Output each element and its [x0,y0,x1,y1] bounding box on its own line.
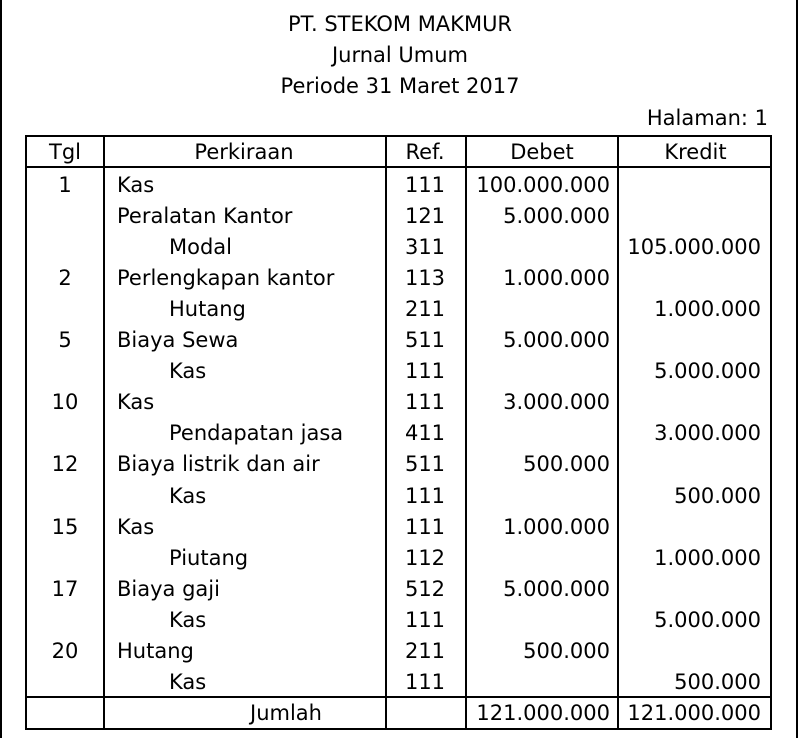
table-row [27,574,772,605]
table-row [27,449,772,480]
entry-account: Modal [169,235,232,260]
entry-date [27,543,103,574]
journal-period: Periode 31 Maret 2017 [280,74,520,98]
entry-debit [467,481,610,512]
entry-date [27,294,103,325]
entry-account: Hutang [169,297,246,322]
entry-account: Biaya listrik dan air [117,452,320,477]
total-row [27,698,772,729]
entry-credit: 500.000 [674,669,761,694]
entry-account: Kas [169,483,207,508]
entry-ref: 111 [404,483,446,508]
entry-date: 12 [51,452,79,477]
entry-account: Hutang [117,638,194,663]
total-debit: 121.000.000 [476,701,610,725]
entry-debit [467,667,610,698]
entry-credit [619,574,761,605]
entry-account: Peralatan Kantor [117,204,293,228]
entry-ref: 111 [404,173,446,197]
entry-debit [467,232,610,263]
entry-credit [619,512,761,543]
header-divider [27,166,770,168]
column-header-account: Perkiraan [194,140,294,164]
total-label: Jumlah [250,701,322,725]
journal-table [25,135,772,730]
entry-credit: 5.000.000 [654,359,761,384]
entry-ref: 311 [404,235,446,260]
entry-account: Biaya gaji [117,576,220,601]
entry-debit [467,294,610,325]
entry-credit [619,170,761,201]
entry-credit: 5.000.000 [654,607,761,632]
entry-account: Perlengkapan kantor [117,266,335,291]
entry-date: 10 [51,390,79,415]
table-row [27,418,772,449]
column-divider-debit [617,137,619,728]
entry-date: 2 [58,266,72,291]
entry-date: 15 [51,514,79,539]
table-row [27,232,772,263]
entry-ref: 111 [404,359,446,384]
entry-date [27,356,103,387]
table-row [27,605,772,636]
total-credit: 121.000.000 [627,701,761,725]
company-name: PT. STEKOM MAKMUR [287,12,513,36]
entry-account: Kas [169,607,207,632]
entry-account: Kas [117,173,155,197]
table-row [27,387,772,418]
entry-ref: 113 [404,266,446,291]
table-row [27,294,772,325]
entry-ref: 211 [404,297,446,322]
table-row [27,263,772,294]
table-row [27,667,772,698]
entry-date [27,418,103,449]
entry-credit [619,263,761,294]
entry-ref: 111 [404,390,446,415]
entry-ref: 112 [404,545,446,570]
entry-account: Biaya Sewa [117,328,239,353]
entry-debit: 1.000.000 [503,514,610,539]
entry-credit: 3.000.000 [654,421,761,446]
entry-date [27,667,103,698]
entry-ref: 511 [404,328,446,353]
entry-debit [467,418,610,449]
entry-credit [619,201,761,232]
column-divider-ref [465,137,467,728]
entry-ref: 111 [404,607,446,632]
entry-date: 17 [51,576,79,601]
entry-credit [619,387,761,418]
entry-debit [467,543,610,574]
entry-date [27,605,103,636]
entry-account: Pendapatan jasa [169,421,344,446]
column-divider-account [385,137,387,728]
entry-ref: 411 [404,421,446,446]
entry-account: Kas [117,514,155,539]
entry-ref: 121 [404,204,446,228]
entry-date [27,232,103,263]
entry-date [27,201,103,232]
entry-debit: 500.000 [523,638,610,663]
entry-credit: 105.000.000 [627,235,761,260]
page-left-border [0,0,2,738]
entry-debit: 1.000.000 [503,266,610,291]
table-row [27,325,772,356]
entry-credit [619,449,761,480]
table-row [27,356,772,387]
table-row [27,481,772,512]
table-row [27,170,772,201]
entry-debit: 100.000.000 [476,173,610,197]
entry-account: Kas [169,359,207,384]
entry-date: 5 [58,328,72,353]
entry-account: Kas [169,669,207,694]
journal-title: Jurnal Umum [331,43,469,67]
table-row [27,543,772,574]
entry-credit [619,636,761,667]
entry-credit: 1.000.000 [654,297,761,322]
entry-debit: 5.000.000 [503,328,610,353]
entry-debit: 500.000 [523,452,610,477]
entry-ref: 111 [404,669,446,694]
entry-ref: 511 [404,452,446,477]
entry-date [27,481,103,512]
entry-date: 1 [58,173,72,197]
column-header-credit: Kredit [664,140,727,164]
entry-debit: 3.000.000 [503,390,610,415]
entry-debit [467,605,610,636]
column-header-ref: Ref. [405,140,445,164]
entry-date: 20 [51,638,79,663]
table-header-row [27,137,772,168]
entry-debit [467,356,610,387]
entry-ref: 512 [404,576,446,601]
page-number: Halaman: 1 [646,106,768,130]
column-divider-date [103,137,105,728]
page-right-border [796,0,798,738]
entry-credit: 1.000.000 [654,545,761,570]
entry-debit: 5.000.000 [503,576,610,601]
entry-account: Piutang [169,545,249,570]
column-header-debit: Debet [510,140,574,164]
table-row [27,201,772,232]
entry-account: Kas [117,390,155,415]
table-row [27,636,772,667]
entry-ref: 111 [404,514,446,539]
entry-credit: 500.000 [674,483,761,508]
entry-debit: 5.000.000 [503,204,610,228]
column-header-date: Tgl [49,140,81,164]
table-row [27,512,772,543]
entry-ref: 211 [404,638,446,663]
entry-credit [619,325,761,356]
